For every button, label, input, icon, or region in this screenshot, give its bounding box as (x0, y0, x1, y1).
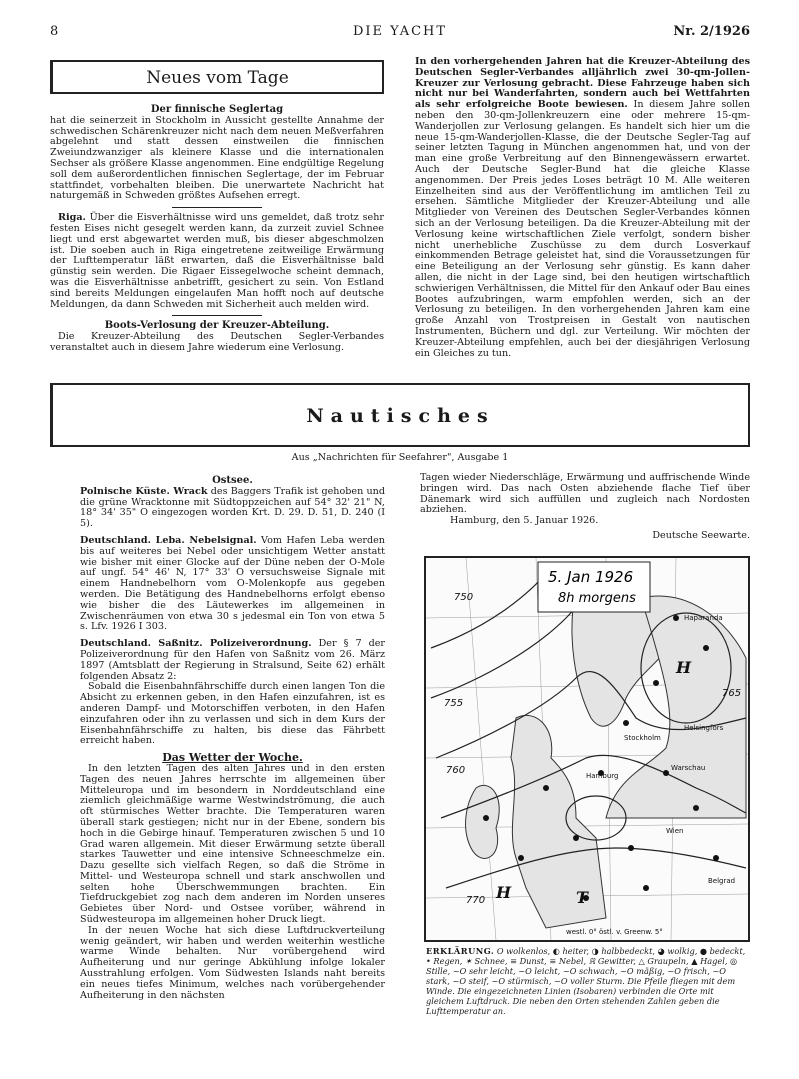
weather-map-drawing (426, 558, 748, 940)
isobar-label: 765 (722, 688, 742, 699)
map-longitude-axis: westl. 0° östl. v. Greenw. 5° (566, 928, 663, 936)
wetter-heading: Das Wetter der Woche. (162, 751, 303, 765)
wetter-paragraph-2: In der neuen Woche hat sich diese Luftdruckverteilung wenig geändert, wir haben und werden weiterhin westliche warme Winde behalten. Nur vorübergehend wird Aufheiterung und nur geringe Abkühlung infolge lokaler Ausstrahlung erfolgen. Vom Südwesten Islands naht bereits ein neues tiefes Minimum, welches nach vorübergehender Aufheiterung in den nächsten (80, 924, 385, 1001)
high-pressure-mark: H (496, 883, 512, 902)
verlosung-bold-intro: In den vorhergehenden Jahren hat die Kreuzer-Abteilung des Deutschen Segler-Verbandes alljährlich zwei 30-qm-Jollen-Kreuzer zur Verlosung gebracht. Diese Fahrzeuge haben sich nicht nur bei Wanderfahrten, sondern auch bei Wettfahrten als sehr erfolgreiche Boote bewiesen. (415, 56, 750, 111)
city-label: Haparanda (684, 614, 723, 622)
isobar-label: 760 (446, 765, 466, 776)
source-caption: Aus „Nachrichten für Seefahrer", Ausgabe 1 (291, 452, 509, 463)
isobar-label: 750 (454, 592, 474, 603)
wetter-paragraph-1: In den letzten Tagen des alten Jahres und in den ersten Tagen des neuen Jahres herrschte im allgemeinen über Mitteleuropa und im besondern in Norddeutschland eine ziemlich gleichmäßige warme Westwindströmung, die auch oft stürmisches Wetter brachte. Die Temperaturen waren überall stark gestiegen; nicht nur in der Ebene, sondern bis hoch in die Gebirge hinauf. Temperaturen zwischen 5 und 10 Grad waren allgemein. Mit dieser Erwärmung setzte überall starkes Tauwetter und eine intensive Schneeschmelze ein. Dazu gesellte sich vielfach Regen, so daß die Ströme in Mittel- und Westeuropa schnell und stark anschwollen und selten hohe Überschwemmungen brachten. Ein Tiefdruckgebiet zog nach dem anderen im Norden unseres Gebietes über Nord- und Ostsee vorüber, während in Südwesteuropa im allgemeinen hoher Druck liegt. (80, 762, 385, 926)
map-landmass (466, 585, 746, 928)
weather-map (424, 556, 750, 942)
verlosung-paragraph: Die Kreuzer-Abteilung des Deutschen Segler-Verbandes veranstaltet auch in diesem Jahre wiederum eine Verlosung. (50, 331, 384, 353)
notice-sassnitz-paragraph-2: Sobald die Eisenbahnfährschiffe durch einen langen Ton die Absicht zu erkennen geben, in den Hafen einzufahren, ist es anderen Dampf- und Motorschiffen verboten, in den Hafen einzufahren oder ihn zu verlassen und sich in dem Kurs der Eisenbahnfährschiffe zu halten, bis diese das Fährbett erreicht haben. (80, 681, 385, 747)
notice-label: Deutschland. Saßnitz. Polizeiverordnung. (80, 638, 312, 650)
legend-label: ERKLÄRUNG. (426, 946, 495, 956)
city-label: Wien (666, 827, 684, 835)
nautisches-left-column (80, 473, 385, 1001)
notice-sassnitz (80, 639, 385, 682)
neues-right-column (415, 57, 750, 359)
page-number: 8 (50, 24, 59, 39)
city-label: Helsingfors (684, 724, 724, 732)
map-legend (426, 946, 750, 1016)
signature: Deutsche Seewarte. (652, 529, 750, 541)
riga-text: Über die Eisverhältnisse wird uns gemeldet, daß trotz sehr festen Eises nicht gesegelt werden kann, da zurzeit zuviel Schnee liegt und erst abgewartet werden muß, bis dieser abgeschmolzen ist. Die soeben auch in Riga eingetretene zeitweilige Erwärmung der Lufttemperatur läßt erwarten, daß die Eisverhältnisse bald günstig sein werden. Die Rigaer Eissegelwoche scheint demnach, was die Eisverhältnisse anbetrifft, gesichert zu sein. Von Estland sind bereits Meldungen eingelaufen Man hofft noch auf deutsche Meldungen, da dann Schweden mit Sicherheit auch melden wird. (50, 212, 384, 310)
map-date-box (538, 562, 650, 612)
divider (172, 207, 262, 208)
neues-title-box (50, 60, 384, 94)
city-label: Hamburg (586, 772, 619, 780)
notice-leba (80, 536, 385, 633)
page-header (50, 24, 750, 42)
wetter-continued: Tagen wieder Niederschläge, Erwärmung und auffrischende Winde bringen wird. Das nach Osten abziehende flache Tief über Dänemark wird sich auffüllen und zugleich nach Nordosten abziehen. (420, 472, 750, 516)
riga-paragraph (50, 213, 384, 310)
notice-label: Polnische Küste. Wrack (80, 485, 208, 497)
nautisches-right-column (420, 473, 750, 542)
notice-text: Vom Hafen Leba werden bis auf weiteres bei Nebel oder unsichtigem Wetter anstatt wie bisher mit einer Glocke auf der Düne neben der O-Mole auf ungf. 54° 46' N, 17° 33' O versuchsweise Signale mit einem Handnebelhorn vom O-Molenkopfe aus gegeben werden. Die Betätigung des Handnebelhorns erfolgt ebenso wie bisher die des Läutewerkes im allgemeinen in Zwischenräumen von etwa 30 s jedesmal ein Ton von etwa 5 s. Lfv. 1926 I 303. (80, 534, 385, 633)
notice-text: des Baggers Trafik ist gehoben und die grüne Wracktonne mit Südtoppzeichen auf 54° 32' 21" N, 18° 34' 35" O eingezogen worden Krt. D. 29. D. 51, D. 240 (I 5). (80, 485, 385, 530)
place-date: Hamburg, den 5. Januar 1926. (450, 515, 599, 527)
city-label: Warschau (671, 764, 706, 772)
verlosung-body: In diesem Jahre sollen neben den 30-qm-Jollenkreuzern eine oder mehrere 15-qm-Wanderjollen zur Verlosung gelangen. Es handelt sich hier um die neue 15-qm-Wanderjollen-Klasse, die der Deutsche Segler-Tag auf seiner letzten Tagung in München angenommen hat, und von der man eine große Verbreitung auf den Binnengewässern erwartet. Auch der Deutsche Segler-Bund hat die gleiche Klasse angenommen. Der Preis jedes Loses beträgt 10 M. Alle weiteren Einzelheiten sind aus der Veröffentlichung im amtlichen Teil zu ersehen. Sämtliche Mitglieder der Kreuzer-Abteilung und alle Mitglieder von Vereinen des Deutschen Segler-Verbandes können sich an der Verlosung beteiligen. Da die Kreuzer-Abteilung mit der Verlosung keine wirtschaftlichen Ziele verfolgt, sondern bisher nicht unerhebliche Zuschüsse zu dem durch Losverkauf einkommenden Betrage geleistet hat, sind die Voraussetzungen für eine Beteiligung an der Verlosung sehr günstig. Es kann daher allen, die nicht in der Lage sind, bei den heutigen wirtschaftlich schwierigen Verhältnissen, die Mittel für den Ankauf oder Bau eines Bootes aufzubringen, warm empfohlen werden, sich an der Verlosung zu beteiligen. In den vorhergehenden Jahren kam eine große Anzahl von Trostpreisen in Gestalt von nautischen Instrumenten, Büchern und dgl. zur Verteilung. Wir möchten der Kreuzer-Abteilung empfehlen, auch bei der diesjährigen Verlosung ein Gleiches zu tun. (415, 99, 751, 359)
nautisches-title-box (50, 383, 750, 447)
riga-label: Riga. (58, 212, 86, 224)
map-date: 5. Jan 1926 (548, 568, 634, 586)
verlosung-continued (415, 57, 750, 359)
isobar-label: 755 (444, 698, 464, 709)
ostsee-heading: Ostsee. (212, 475, 253, 486)
divider (172, 315, 262, 316)
section-title: Nautisches (306, 405, 495, 427)
journal-title: DIE YACHT (352, 24, 448, 39)
issue-number: Nr. 2/1926 (673, 24, 750, 39)
verlosung-heading: Boots-Verlosung der Kreuzer-Abteilung. (104, 320, 330, 332)
notice-polnische-kueste (80, 487, 385, 530)
city-label: Stockholm (624, 734, 661, 742)
low-pressure-mark: T (576, 888, 588, 907)
map-time: 8h morgens (558, 591, 636, 606)
isobar-label: 770 (466, 895, 486, 906)
high-pressure-mark: H (676, 658, 692, 677)
city-label: Belgrad (708, 877, 736, 885)
seglertag-heading: Der finnische Seglertag (150, 104, 284, 115)
section-title: Neues vom Tage (146, 68, 289, 88)
seglertag-paragraph: hat die seinerzeit in Stockholm in Aussicht gestellte Annahme der schwedischen Schärenkreuzer nicht nach dem neuen Meßverfahren abgelehnt und statt dessen einstweilen die finnischen Zweiundzwanziger als kleinere Klasse und die internationalen Sechser als größere Klasse angenommen. Eine endgültige Regelung soll dem außerordentlichen finnischen Seglertage, der im Februar stattfindet, vorbehalten bleiben. Die unerwartete Nachricht hat naturgemäß in Schweden größtes Aufsehen erregt. (50, 114, 384, 202)
notice-text: Der § 7 der Polizeiverordnung für den Hafen von Saßnitz vom 26. März 1897 (Amtsblatt der Regierung in Stralsund, Seite 62) erhält folgenden Absatz 2: (80, 638, 385, 682)
notice-label: Deutschland. Leba. Nebelsignal. (80, 534, 257, 546)
legend-text: O wolkenlos, ◐ heiter, ◑ halbbedeckt, ◕ wolkig, ● bedeckt, • Regen, ✶ Schnee, ≡ Dunst, ≡ Nebel, ℝ Gewitter, △ Graupeln, ▲ Hagel, ◎ Stille, ~O sehr leicht, ~O leicht, ~O schwach, ~O mäßig, ~O frisch, ~O stark, ~O steif, ~O stürmisch, ~O voller Sturm. Die Pfeile fliegen mit dem Winde. Die eingezeichneten Linien (Isobaren) verbinden die Orte mit gleichem Luftdruck. Die neben den Orten stehenden Zahlen geben die Lufttemperatur an. (426, 946, 746, 1016)
neues-left-column (50, 102, 384, 354)
